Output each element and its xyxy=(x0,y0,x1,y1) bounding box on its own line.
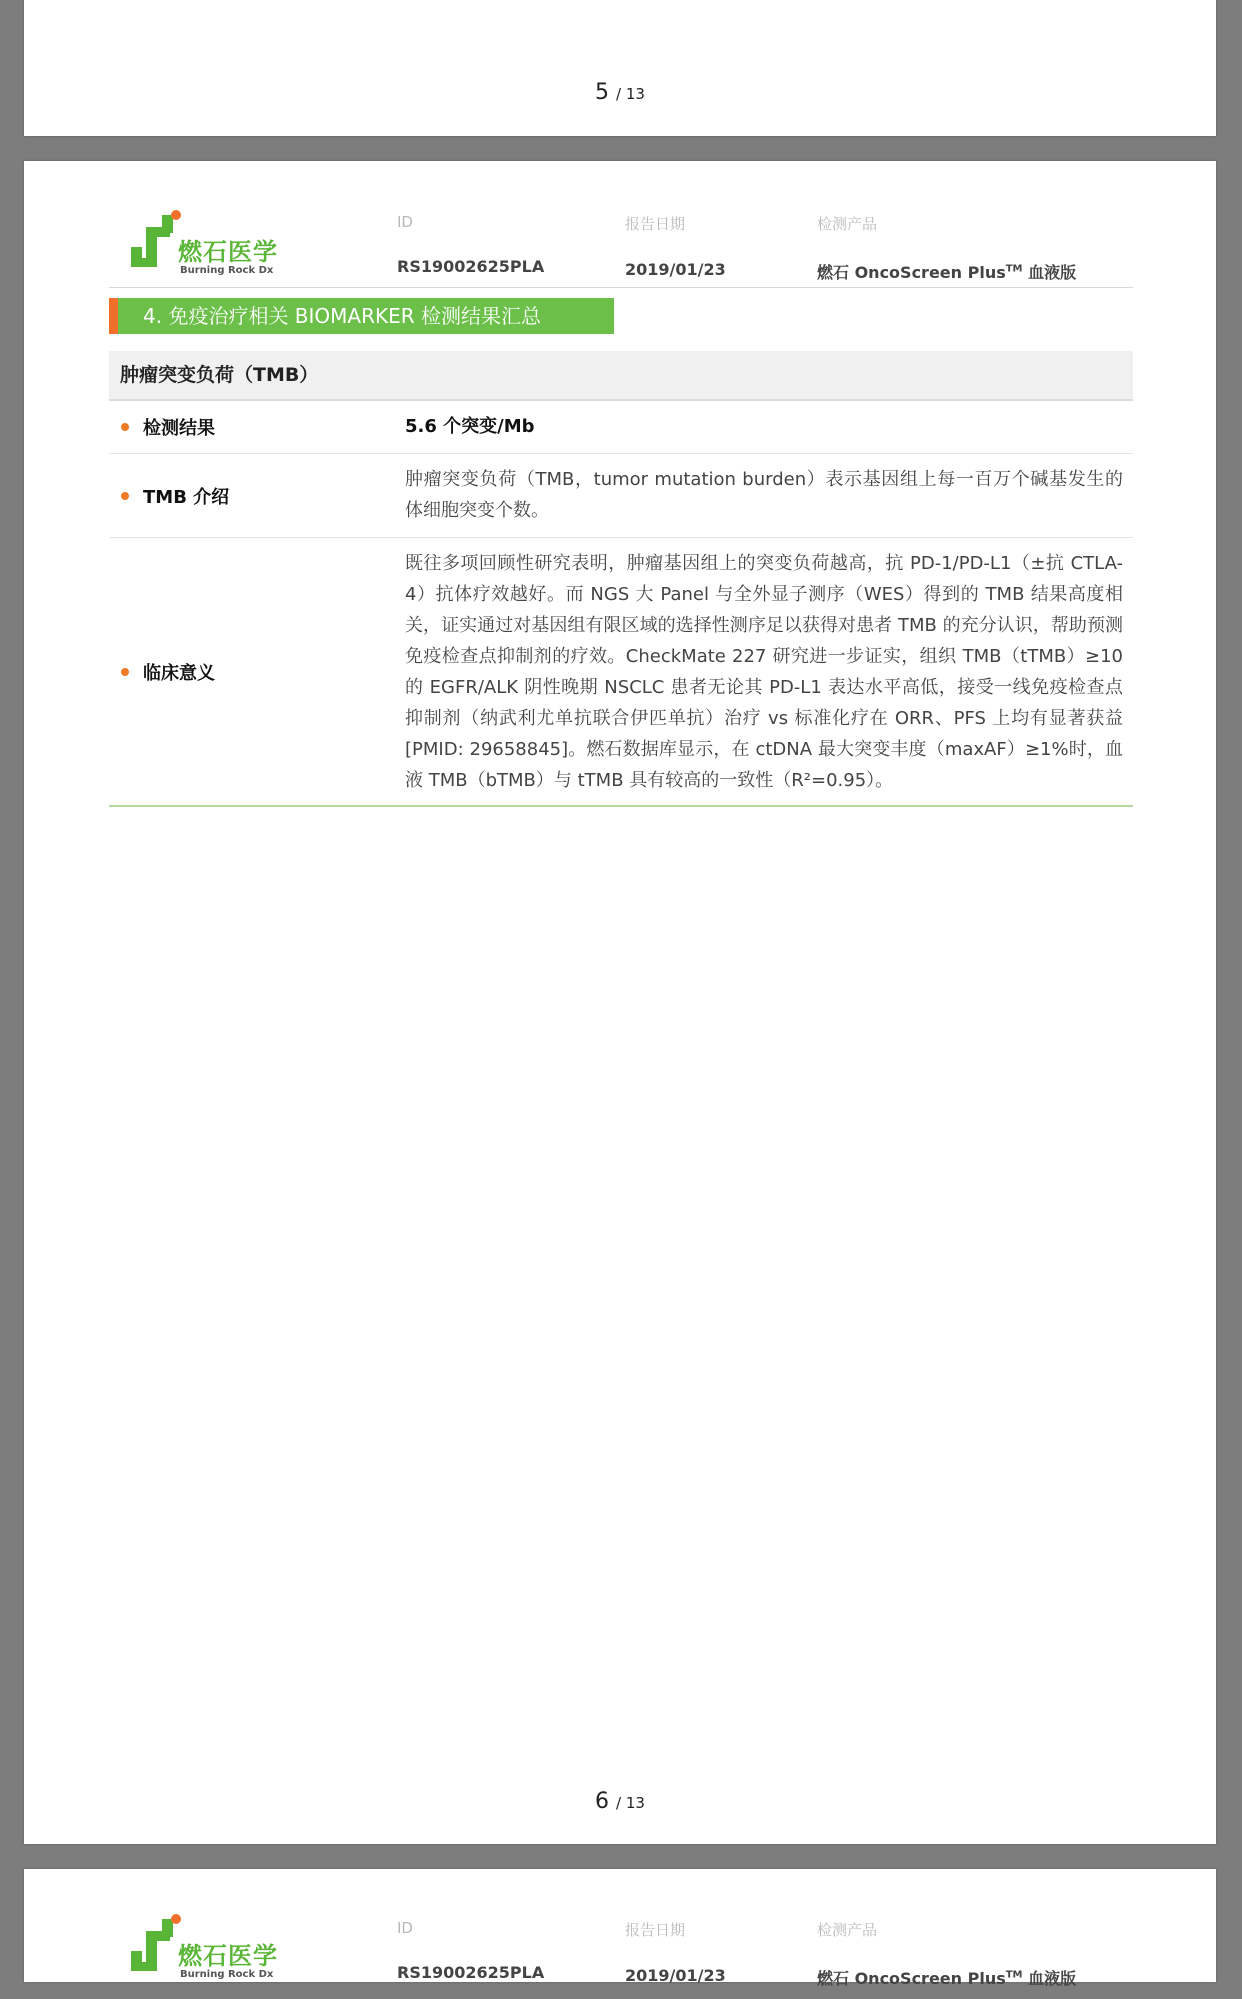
bullet-icon xyxy=(121,668,129,676)
row-label xyxy=(121,454,229,537)
page-header xyxy=(24,161,1216,291)
row-label-text: 临床意义 xyxy=(143,662,215,684)
row-label xyxy=(121,538,215,805)
report-date xyxy=(625,213,726,279)
company-logo xyxy=(128,1913,278,1985)
logo-chinese-text: 燃石医学 xyxy=(178,1942,278,1970)
header-divider xyxy=(109,287,1133,288)
section-title: 4. 免疫治疗相关 BIOMARKER 检测结果汇总 xyxy=(109,298,614,334)
bullet-icon xyxy=(121,492,129,500)
test-product-label: 检测产品 xyxy=(817,215,878,233)
logo-chinese-text: 燃石医学 xyxy=(178,238,278,266)
test-product xyxy=(817,1919,1076,1989)
row-label-text: TMB 介绍 xyxy=(143,486,230,508)
page-number xyxy=(24,80,1216,105)
product-name: 燃石 OncoScreen Plus xyxy=(817,263,1006,282)
report-id-value: RS19002625PLA xyxy=(397,1963,545,1982)
page-header xyxy=(24,1869,1216,1999)
company-logo xyxy=(128,209,278,281)
product-name: 燃石 OncoScreen Plus xyxy=(817,1969,1006,1988)
bullet-icon xyxy=(121,423,129,431)
report-date xyxy=(625,1919,726,1985)
test-product-value xyxy=(817,1966,1076,1989)
report-id-value: RS19002625PLA xyxy=(397,257,545,276)
page-number xyxy=(24,1789,1216,1814)
report-id xyxy=(397,1919,544,1982)
page-total: / 13 xyxy=(616,1794,645,1812)
test-product-label: 检测产品 xyxy=(817,1921,878,1939)
report-id xyxy=(397,213,544,276)
trademark-mark: TM xyxy=(1005,263,1023,275)
test-product xyxy=(817,213,1076,283)
row-value: 既往多项回顾性研究表明，肿瘤基因组上的突变负荷越高，抗 PD-1/PD-L1（±抗 CTLA-4）抗体疗效越好。而 NGS 大 Panel 与全外显子测序（WES）得到的 TMB 结果高度相关，证实通过对基因组有限区域的选择性测序足以获得对患者 TMB 的充分认识，帮助预测免疫检查点抑制剂的疗效。CheckMate 227 研究进一步证实，组织 TMB（tTMB）≥10 的 EGFR/ALK 阴性晚期 NSCLC 患者无论其 PD-L1 表达水平高低，接受一线免疫检查点抑制剂（纳武利尤单抗联合伊匹单抗）治疗 vs 标准化疗在 ORR、PFS 上均有显著获益 [PMID: 29658845]。燃石数据库显示，在 ctDNA 最大突变丰度（maxAF）≥1%时，血液 TMB（bTMB）与 tTMB 具有较高的一致性（R²=0.95）。 xyxy=(405,553,1123,791)
page-current: 6 xyxy=(595,1789,610,1814)
product-suffix: 血液版 xyxy=(1022,263,1077,282)
trademark-mark: TM xyxy=(1005,1969,1023,1981)
report-id-label: ID xyxy=(397,1919,413,1937)
table-row xyxy=(109,538,1133,807)
report-date-value: 2019/01/23 xyxy=(625,1966,726,1985)
next-page xyxy=(24,1869,1216,1988)
test-product-value xyxy=(817,260,1076,283)
report-id-label: ID xyxy=(397,213,413,231)
tmb-table xyxy=(109,351,1133,807)
product-suffix: 血液版 xyxy=(1022,1969,1077,1988)
row-value: 5.6 个突变/Mb xyxy=(405,416,535,437)
report-date-label: 报告日期 xyxy=(625,1921,686,1939)
page-total: / 13 xyxy=(616,85,645,103)
row-label xyxy=(121,401,215,453)
row-label-text: 检测结果 xyxy=(143,418,215,439)
report-date-value: 2019/01/23 xyxy=(625,260,726,279)
row-value: 肿瘤突变负荷（TMB，tumor mutation burden）表示基因组上每一百万个碱基发生的体细胞突变个数。 xyxy=(405,469,1123,521)
table-row xyxy=(109,454,1133,538)
logo-english-text: Burning Rock Dx xyxy=(180,265,274,276)
report-date-label: 报告日期 xyxy=(625,215,686,233)
page-current: 5 xyxy=(595,80,610,105)
tmb-table-heading: 肿瘤突变负荷（TMB） xyxy=(109,351,1133,401)
previous-page xyxy=(24,0,1216,136)
logo-english-text: Burning Rock Dx xyxy=(180,1969,274,1980)
table-row xyxy=(109,401,1133,454)
report-page xyxy=(24,161,1216,1844)
